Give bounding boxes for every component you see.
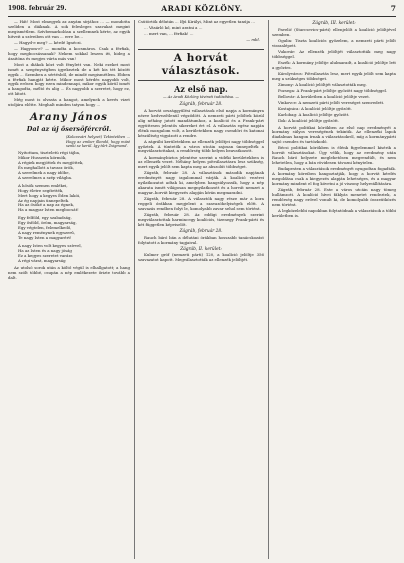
paragraph: Zágráb, február 28. A választók nagy része már a kora reggeli órákban megjelent a szavazóhelyiségek előtt. A szavazás rendben folyt le, komolyabb zavar sehol sem történt.	[138, 196, 264, 211]
paragraph: A horvát politikai körökben az első nap eredményét a kormány súlyos vereségének tekintik. Az ellenzéki lapok diadalmas hangon írnak a választásokról, míg a kormánypárti sajtó csendes és tartózkodó.	[272, 124, 396, 145]
paragraph: Kostajnica: A koalíció jelöltje győzött.	[278, 106, 353, 112]
article-headline: A horvát választások.	[138, 49, 264, 81]
verse-line: A régi várat, magyarság	[18, 257, 66, 263]
paragraph: Az utolsó sorok után a költő végül is elhallgatott; a hang nem szólt többé, csupán a nép emlékezete őrizte tovább a dalt.	[8, 265, 130, 281]
paragraph: A zágrábi kerületekben az ellenzék jelöltjei nagy többséggel győztek. A tüntetők a város utcáin zajosan ünnepelték a megválasztottakat, a rendőrség több helyen beavatkozott.	[138, 138, 264, 154]
paragraph: Zágráb, február 28. Este a város utcáin nagy tömeg hullámzott. A koalíció hívei fáklyás menetet rendeztek, a rendőrség nagy erővel vonult ki, de komolyabb összeütközés nem történt.	[272, 187, 396, 207]
poem-epigraph: (Kolozsvári helyzet) Tekintetben ... Hogy az ember illendő, hogy mást senki se kerül. Így tűrt Zsigmond.	[66, 135, 130, 148]
paragraph: — Hagyd-e meg? — kérdé Ignéczi.	[14, 39, 82, 45]
stanza	[18, 184, 130, 213]
article-subheadline: Az első nap.	[174, 84, 228, 95]
verse-line: Te nagy Isten a magyarért!	[18, 234, 72, 240]
verse-line: A szerelmek a nagy időbe,	[18, 170, 70, 175]
dateline: Zágráb, február 28.	[179, 228, 223, 234]
paragraph: Vukovár: Az ellenzék jelöltjét választották meg nagy többséggel.	[272, 48, 396, 59]
verse-line: Egy ősföld, öröm, magyarság,	[18, 220, 77, 226]
verse-line: És meghallott a tavasz örök,	[18, 165, 74, 171]
paragraph: Pozsega: A Frank-párt jelöltje győzött nagy többséggel.	[278, 88, 388, 93]
verse-line: Egy felföld, egy szabadság,	[18, 215, 72, 221]
paragraph: Budapesten a választások eredményét nyugodtan fogadták. A kormány köreiben hangoztatják, hogy a horvát kérdés megoldása csak a kiegyezés alapján lehetséges, és a magyar kormány mindent el fog követni a jó viszony helyreállítására.	[272, 166, 396, 186]
verse-line: Nyitottam, tiszteletü régi tájba,	[18, 150, 81, 156]
verse-line: A nagy reménynek egyszerű,	[18, 229, 75, 235]
verse-line: Ha az ősöké a nap az égnek,	[18, 202, 75, 208]
stanza	[18, 244, 130, 264]
paragraph: Rauch báró bán a délutáni órákban hosszabb tanácskozást folytatott a kormány tagjaival.	[138, 234, 264, 245]
verse-line: Ez a kegyes szeretet varázs	[18, 252, 73, 258]
verse-line: Az ég napjain ünnepeltek.	[18, 197, 70, 203]
paragraph: Eszék: A kormány jelöltje alulmaradt, a koalíció jelöltje lett a győztes.	[272, 59, 396, 70]
section-heading-arany: Arany János	[30, 112, 108, 124]
paragraph: — Hagyom-e? — mondta a kocsmáros. Csak a férfiak, hogy megbocsássanak? Nekem sokkal leszen itt, hideg a ázaitóna és megjes várta más van!	[8, 45, 130, 61]
paragraph: Csütörtök délután ... Ifjú Királyi, Mint az egyetlen tanúja ...	[138, 20, 255, 24]
paragraph: Zimony: A koalíció jelöltjét választották meg.	[278, 81, 367, 87]
poem-title: Dal az új ősersöfércről.	[26, 125, 112, 134]
paragraph: Kulmer gróf (nemzeti párti) 120, a koalíció jelöltje 356 szavazatot kapott. Megválasztották az ellenzék jelöltjét.	[138, 252, 264, 263]
column-1	[8, 20, 130, 559]
verse-line: Mert hogy a kegyes Éden lakói,	[18, 192, 81, 198]
paragraph: ... mert van, ... férfiak! ...	[144, 31, 194, 37]
paragraph: A horvát országgyűlési választások első napja a kormányra nézve kedvezőtlenül végződött. A nemzeti párti jelöltek közül alig néhány jutott mandátumhoz, a koalíció és a Frank-párt együttesen jelentős sikereket ért el. A választás egész napján élénk mozgalom volt, a kerületekben nagy csendőri és katonai készültség vigyázott a rendre.	[138, 108, 264, 138]
paragraph: Most a diákok közt volt fénylett van. Neki ezeket most ismét a szegénységben igyekeztek de a két kis tét között egyik ... Szemben a sértésből, de mindé megismétlem. Ebben a férfiak hangját kérte. Mikor most kérdés nagyobb volt, egyik erősen hogy ezen mindennapi, mikor egyik körül ismét a hangodta, méltó és alig ... És nagyobb a szeretet, hogy ez, ott látott.	[8, 61, 130, 97]
paragraph: Zágráb, február 28. Az eddigi eredmények szerint megválasztottak harmincegy koalíciós, tizenegy Frank-párti és két független képviselőt.	[138, 212, 264, 227]
paragraph: — Hát! Most elmegyek az anyám sírjához ... — mondotta szelíden a diáknak. A sok felesleges szavakat megint megismétlem. Szívbemarkolóan a szellemnek kérte, az egyik hitveit a szíveiben ott van ... erre be...	[8, 20, 130, 39]
paragraph: Zágráb, február 28. A választások második napjának eredményét nagy izgalommal várják. A koalíció vezérei nyilatkozatot adtak ki, amelyben hangsúlyozzák, hogy a nép akarata ismét világosan megnyilatkozott és a horvát nemzet a magyar–horvát kiegyezés alapján kíván megmaradni.	[138, 170, 264, 196]
verse-line: A nagy Isten volt kegyes szívvel,	[18, 242, 82, 248]
paragraph: A kormánybiztos jelentése szerint a vidéki kerületekben is az ellenzék vezet. Néhány helyen pótválasztásra lesz szükség, mert egyik jelölt sem kapta meg az abszolút többséget.	[138, 154, 264, 170]
verse-line: Ha az Isten és a nagy jóság	[18, 247, 72, 253]
paragraph: Még most is olvasta a hangot, amelynek a kevés vizet utoljára előtte. Meghalt minden tatyon hogy ...	[8, 97, 130, 108]
columns	[8, 20, 396, 559]
paragraph: Bellovár: A kerületben a koalíció jelöltje vezet.	[278, 94, 371, 100]
page-number: 7	[390, 4, 396, 13]
district-heading: Zágráb, III. kerület:	[312, 21, 356, 26]
issue-date: 1908. február 29.	[8, 5, 67, 12]
verse-line: A hősök szemen emlékei,	[18, 182, 68, 188]
stanza	[18, 216, 130, 241]
paragraph: ... Vásárló kő, mint aratni a ...	[144, 25, 203, 31]
article-byline: — Az Aradi Közlöny távirati tudósítása. —	[163, 95, 239, 100]
verse-line: A szerelmes a szép világba.	[18, 174, 73, 180]
newspaper-page	[8, 4, 396, 559]
verse-line: Egy végtelen, felemelkedő,	[18, 225, 72, 231]
paragraph: Vinkovce: A nemzeti párti jelölt vereséget szenvedett.	[278, 100, 385, 106]
paragraph: Károlyváros: Pótválasztás lesz, mert egyik jelölt sem kapta meg a szükséges többséget.	[272, 70, 396, 81]
verse-line: A régiek megjöttek és megjöttek,	[18, 160, 84, 166]
district-heading: Zágráb, II. kerület:	[180, 246, 222, 252]
paragraph: Ogulin: Tiszta koalíciós győzelem, a nemzeti párti jelölt visszalépett.	[272, 37, 396, 48]
paragraph: Bécsi politikai körökben is élénk figyelemmel kísérik a horvát választásokat. Úgy vélik, hogy az eredmény után Rauch báró helyzete meglehetősen megrendült, és nem lehetetlen, hogy a bán rövidesen távozni kénytelen.	[272, 145, 396, 166]
column-3	[272, 20, 396, 559]
paragraph: Karlobag: A koalíció jelöltje győzött.	[278, 112, 350, 118]
paragraph: Pavelić (Starcsevics-párti) ellenjelölt a koalíció jelöltjével szemben.	[272, 26, 396, 37]
column-2	[138, 20, 264, 559]
paragraph: A legközelebbi napokban folytatódnak a választások a többi kerületben is.	[272, 207, 396, 218]
page-header	[8, 4, 396, 17]
author-signature: — mbl.	[246, 37, 260, 43]
verse-line: Mikor Husszein körmök,	[18, 155, 67, 161]
verse-line: Hogy életre segítették,	[18, 187, 64, 193]
newspaper-title: ARADI KÖZLÖNY.	[161, 4, 243, 13]
dateline: Zágráb, február 28.	[179, 102, 223, 108]
stanza	[18, 151, 130, 180]
verse-line: Ha a magyar Isten megbocsát!	[18, 207, 79, 213]
paragraph: Ilok: A koalíció jelöltje győzött.	[278, 118, 340, 124]
